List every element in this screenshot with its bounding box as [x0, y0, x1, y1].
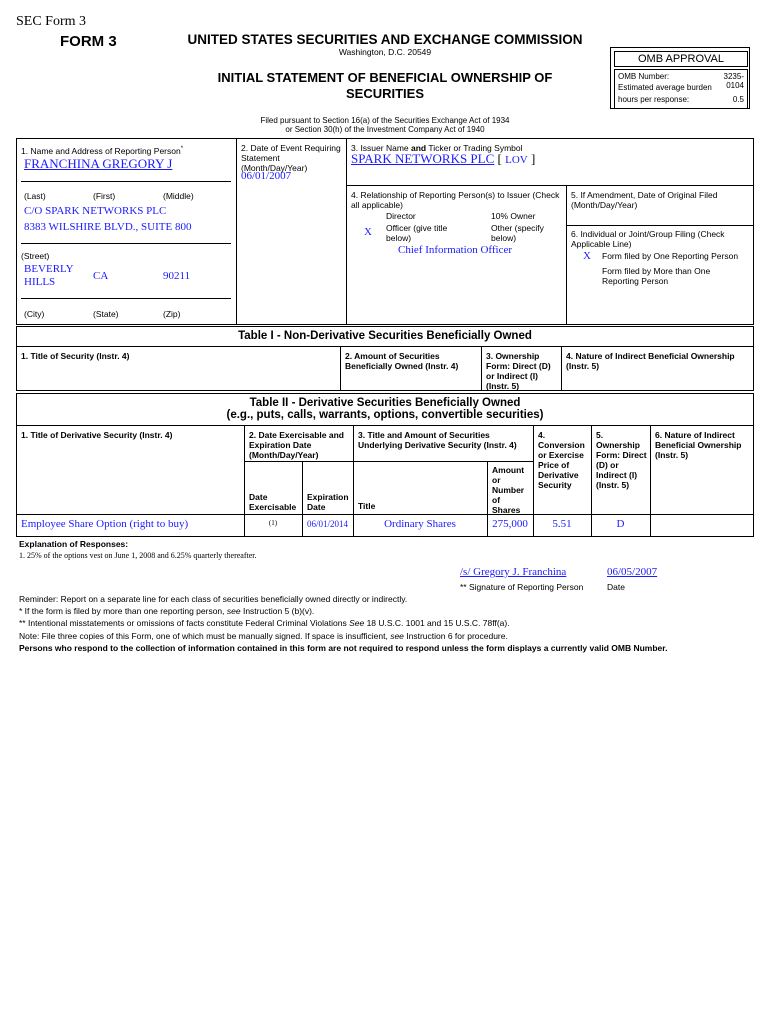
table-1-col-2: 2. Amount of Securities Beneficially Owned (Instr. 4) — [345, 351, 459, 371]
box1-label: 1. Name and Address of Reporting Person* — [21, 145, 184, 156]
middle-label: (Middle) — [163, 191, 194, 201]
box2-label: 2. Date of Event Requiring Statement (Month/Day/Year) — [241, 143, 341, 173]
ownership-form: D — [616, 518, 625, 530]
address-line-2: 8383 WILSHIRE BLVD., SUITE 800 — [24, 221, 192, 233]
ten-percent-owner-label: 10% Owner — [491, 211, 536, 221]
officer-title: Chief Information Officer — [398, 244, 513, 256]
signature-label: ** Signature of Reporting Person — [460, 582, 584, 592]
expiration-date: 06/01/2014 — [306, 519, 348, 529]
last-label: (Last) — [24, 191, 46, 201]
box5-label: 5. If Amendment, Date of Original Filed (Month/Day/Year) — [571, 190, 718, 210]
underlying-title: Ordinary Shares — [384, 518, 456, 530]
table-1-title: Table I - Non-Derivative Securities Beneficially Owned — [238, 330, 532, 342]
zip-label: (Zip) — [163, 309, 181, 319]
file-copies-note: Note: File three copies of this Form, one of which must be manually signed. If space is insufficient, see Instruction 6 for procedure. — [19, 631, 508, 641]
date-label: Date — [607, 582, 625, 592]
signature-link[interactable]: /s/ Gregory J. Franchina — [460, 566, 567, 578]
issuer-name-link[interactable]: SPARK NETWORKS PLC — [351, 151, 495, 166]
date-exercisable-footnote: (1) — [268, 519, 278, 527]
officer-checkmark: X — [364, 226, 372, 238]
filed-pursuant: Filed pursuant to Section 16(a) of the Securities Exchange Act of 1934 — [260, 116, 510, 125]
omb-title: OMB APPROVAL — [614, 51, 748, 67]
omb-approval-box — [610, 47, 750, 109]
table-1-col-1: 1. Title of Security (Instr. 4) — [21, 351, 130, 361]
criminal-violations-note: ** Intentional misstatements or omissions of facts constitute Federal Criminal Violations See 18 U.S.C. 1001 and 15 U.S.C. 78ff(a). — [19, 618, 510, 628]
exercise-price: 5.51 — [552, 518, 572, 530]
address-line-1: C/O SPARK NETWORKS PLC — [24, 205, 167, 217]
omb-burden-label: Estimated average burden — [618, 83, 712, 92]
filed-pursuant-2: or Section 30(h) of the Investment Company Act of 1940 — [285, 125, 485, 134]
omb-hours: 0.5 — [732, 95, 744, 104]
omb-persons-note: Persons who respond to the collection of information contained in this form are not required to respond unless the form displays a currently valid OMB Number. — [19, 643, 668, 653]
table-1-col-4: 4. Nature of Indirect Beneficial Ownership (Instr. 5) — [566, 351, 735, 371]
reminder-note: Reminder: Report on a separate line for each class of securities beneficially owned directly or indirectly. — [19, 594, 408, 604]
statement-title: INITIAL STATEMENT OF BENEFICIAL OWNERSHIP OF SECURITIES — [217, 70, 553, 101]
ticker-symbol: LOV — [505, 154, 528, 166]
table-2-col-3a: Title — [358, 501, 376, 511]
one-person-label: Form filed by One Reporting Person — [602, 251, 739, 261]
reporting-person-name[interactable]: FRANCHINA GREGORY J — [24, 156, 173, 171]
other-label: Other (specify below) — [491, 223, 544, 243]
table-2-col-3: 3. Title and Amount of Securities Underlying Derivative Security (Instr. 4) — [358, 430, 517, 450]
first-label: (First) — [93, 191, 116, 201]
box3-label: 3. Issuer Name and Ticker or Trading Symbol — [351, 143, 523, 153]
multiple-persons-note: * If the form is filed by more than one reporting person, see Instruction 5 (b)(v). — [19, 606, 315, 616]
officer-label: Officer (give title below) — [386, 223, 448, 243]
signature-date[interactable]: 06/05/2007 — [607, 566, 658, 578]
city-value: BEVERLY HILLS — [24, 263, 74, 288]
state-label: (State) — [93, 309, 119, 319]
doc-label: SEC Form 3 — [16, 14, 87, 29]
event-date: 06/01/2007 — [241, 170, 292, 182]
table-2-col-5: 5. Ownership Form: Direct (D) or Indirect (I) (Instr. 5) — [596, 430, 647, 490]
table-2-col-4: 4. Conversion or Exercise Price of Derivative Security — [538, 430, 585, 490]
table-2-title: Table II - Derivative Securities Beneficially Owned — [249, 397, 521, 409]
box6-label: 6. Individual or Joint/Group Filing (Check Applicable Line) — [571, 229, 725, 249]
explanation-title: Explanation of Responses: — [19, 539, 129, 549]
omb-number: 3235-0104 — [723, 72, 744, 90]
table-2-col-2a: Date Exercisable — [249, 492, 297, 512]
agency-title: UNITED STATES SECURITIES AND EXCHANGE COMMISSION — [187, 32, 583, 47]
street-label: (Street) — [21, 251, 50, 261]
state-value: CA — [93, 270, 109, 282]
zip-value: 90211 — [163, 270, 191, 282]
one-person-checkmark: X — [583, 250, 591, 262]
table-2-col-2b: Expiration Date — [307, 492, 349, 512]
explanation-1: 1. 25% of the options vest on June 1, 2008 and 6.25% quarterly thereafter. — [19, 551, 257, 560]
table-2-subtitle: (e.g., puts, calls, warrants, options, convertible securities) — [226, 409, 544, 421]
agency-location: Washington, D.C. 20549 — [338, 47, 432, 57]
more-persons-label: Form filed by More than One Reporting Person — [602, 266, 711, 286]
table-2-col-3b: Amount or Number of Shares — [492, 465, 525, 515]
form-title: FORM 3 — [60, 33, 117, 50]
underlying-amount: 275,000 — [492, 518, 528, 530]
issuer-name-ticker: SPARK NETWORKS PLC [ LOV ] — [351, 151, 536, 166]
box4-label: 4. Relationship of Reporting Person(s) to Issuer (Check all applicable) — [351, 190, 560, 210]
director-label: Director — [386, 211, 416, 221]
city-label: (City) — [24, 309, 45, 319]
omb-hours-label: hours per response: — [618, 95, 690, 104]
omb-number-label: OMB Number: — [618, 72, 670, 81]
table-1-col-3: 3. Ownership Form: Direct (D) or Indirect (I) (Instr. 5) — [486, 351, 551, 391]
table-2-col-1: 1. Title of Derivative Security (Instr. 4) — [21, 430, 173, 440]
table-2-col-6: 6. Nature of Indirect Beneficial Ownership (Instr. 5) — [655, 430, 742, 460]
derivative-security-title: Employee Share Option (right to buy) — [21, 518, 189, 530]
table-2-col-2: 2. Date Exercisable and Expiration Date (Month/Day/Year) — [249, 430, 344, 460]
